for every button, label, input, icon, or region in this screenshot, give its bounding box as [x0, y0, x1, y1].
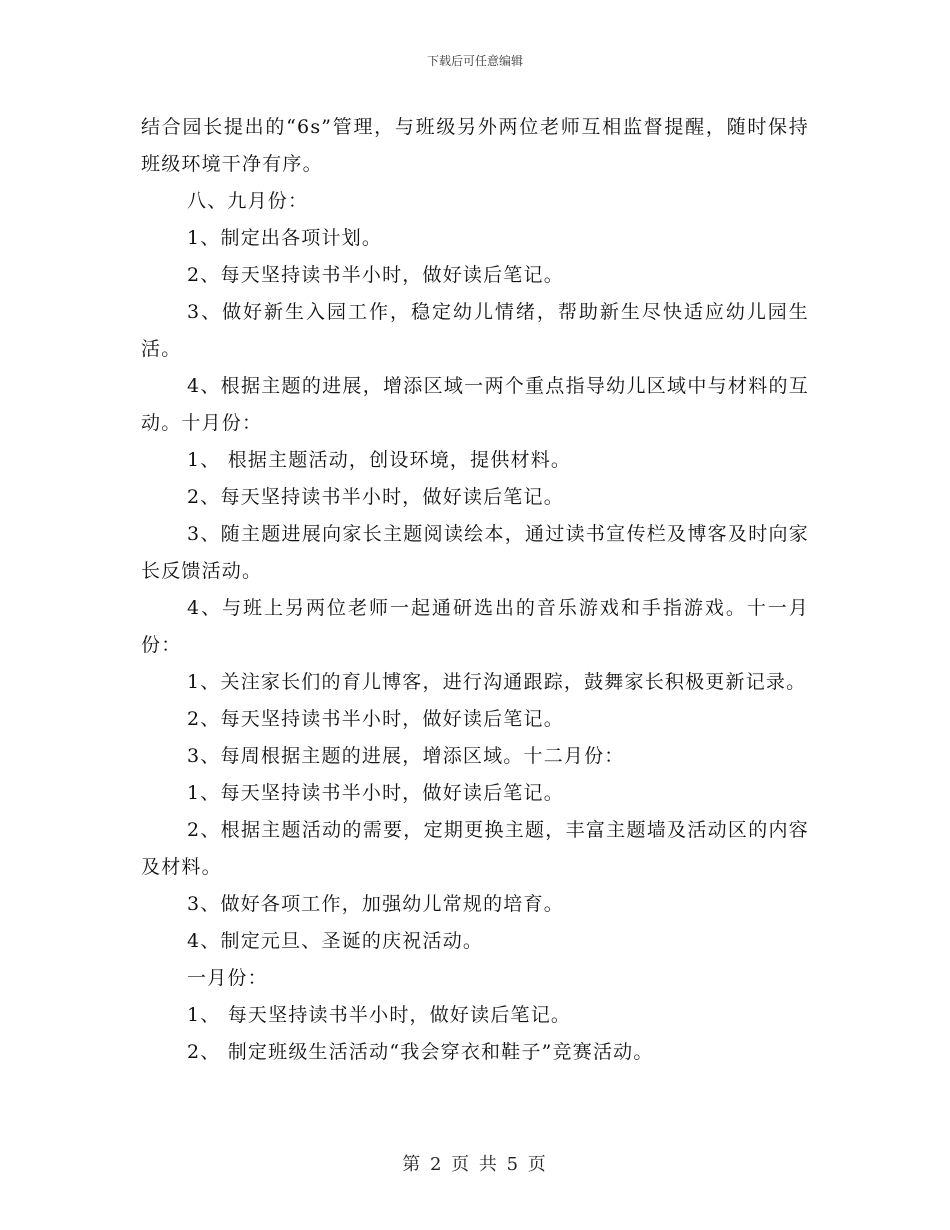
list-item: 2、每天坚持读书半小时，做好读后笔记。 [187, 708, 564, 730]
section-heading: 八、九月份： [187, 190, 309, 212]
section-heading: 一月份： [187, 967, 268, 989]
list-item: 3、每周根据主题的进展，增添区域。十二月份： [187, 745, 625, 767]
list-item: 2、根据主题活动的需要，定期更换主题，丰富主题墙及活动区的内容及材料。 [141, 819, 809, 878]
list-item: 1、制定出各项计划。 [187, 227, 383, 249]
list-item: 4、制定元旦、圣诞的庆祝活动。 [187, 930, 484, 952]
paragraph: 结合园长提出的“6s”管理，与班级另外两位老师互相监督提醒，随时保持班级环境干净有序。 [141, 116, 809, 175]
list-item: 3、做好各项工作，加强幼儿常规的培育。 [187, 893, 564, 915]
list-item: 2、每天坚持读书半小时，做好读后笔记。 [187, 264, 564, 286]
list-item: 2、每天坚持读书半小时，做好读后笔记。 [187, 486, 564, 508]
list-item: 3、随主题进展向家长主题阅读绘本，通过读书宣传栏及博客及时向家长反馈活动。 [141, 523, 809, 582]
list-item: 1、 根据主题活动，创设环境，提供材料。 [187, 449, 572, 471]
list-item: 3、做好新生入园工作，稳定幼儿情绪，帮助新生尽快适应幼儿园生活。 [141, 301, 809, 360]
document-body [141, 109, 809, 1071]
list-item: 4、根据主题的进展，增添区域一两个重点指导幼儿区域中与材料的互动。十月份： [141, 375, 809, 434]
list-item: 1、每天坚持读书半小时，做好读后笔记。 [187, 782, 564, 804]
page-number: 第 2 页 共 5 页 [402, 1154, 548, 1175]
list-item: 1、关注家长们的育儿博客，进行沟通跟踪，鼓舞家长积极更新记录。 [187, 671, 807, 693]
page-header: 下载后可任意编辑 [426, 54, 523, 68]
list-item: 2、 制定班级生活活动“我会穿衣和鞋子”竞赛活动。 [187, 1041, 654, 1063]
list-item: 4、与班上另两位老师一起通研选出的音乐游戏和手指游戏。十一月份： [141, 597, 809, 656]
list-item: 1、 每天坚持读书半小时，做好读后笔记。 [187, 1004, 572, 1026]
